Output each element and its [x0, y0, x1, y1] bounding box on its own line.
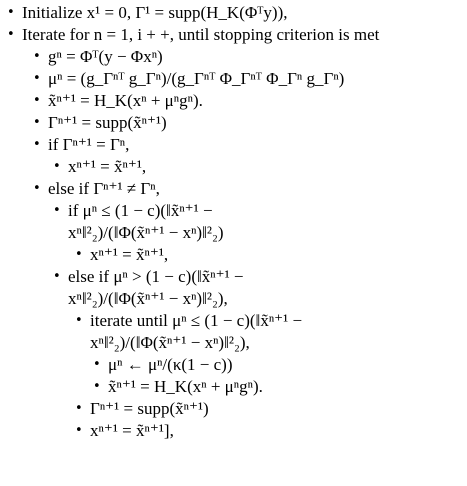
- step-rethreshold: [4, 376, 463, 398]
- step-text: xⁿ⁺¹ = x̃ⁿ⁺¹,: [90, 245, 169, 264]
- step-gradient: [4, 46, 463, 68]
- bullet: •: [33, 93, 41, 108]
- bullet: •: [75, 247, 83, 262]
- bullet: •: [33, 137, 41, 152]
- bullet: •: [93, 357, 101, 372]
- bullet: •: [33, 115, 41, 130]
- step-else-if-step-too-large: [4, 266, 463, 310]
- step-if-support-equal: [4, 134, 463, 156]
- step-update-support: [4, 398, 463, 420]
- step-text-line-1: if μⁿ ≤ (1 − c)(‖x̃ⁿ⁺¹ −: [68, 201, 213, 220]
- step-text: x̃ⁿ⁺¹ = H_K(xⁿ + μⁿgⁿ).: [48, 91, 203, 110]
- step-text-line-2: xⁿ‖²₂)/(‖Φ(x̃ⁿ⁺¹ − xⁿ)‖²₂),: [68, 289, 228, 308]
- step-text: Initialize x¹ = 0, Γ¹ = supp(H_K(Φᵀy)),: [22, 3, 288, 22]
- bullet: •: [75, 313, 83, 328]
- step-accept-update: [4, 156, 463, 178]
- bullet: •: [53, 159, 61, 174]
- step-text: μⁿ ← μⁿ/(κ(1 − c)): [108, 355, 233, 374]
- step-text: Iterate for n = 1, i + +, until stopping criterion is met: [22, 25, 380, 44]
- step-text: gⁿ = Φᵀ(y − Φxⁿ): [48, 47, 163, 66]
- step-if-step-ok: [4, 200, 463, 244]
- bullet: •: [93, 379, 101, 394]
- step-text-line-2: xⁿ‖²₂)/(‖Φ(x̃ⁿ⁺¹ − xⁿ)‖²₂): [68, 223, 224, 242]
- bullet: •: [75, 401, 83, 416]
- bullet: •: [53, 203, 61, 218]
- step-text: μⁿ = (g_Γⁿᵀ g_Γⁿ)/(g_Γⁿᵀ Φ_Γⁿᵀ Φ_Γⁿ g_Γⁿ): [48, 69, 345, 88]
- algorithm-list: [4, 2, 463, 442]
- bullet: •: [33, 71, 41, 86]
- step-else-if-support-changed: [4, 178, 463, 200]
- step-text-line-1: iterate until μⁿ ≤ (1 − c)(‖x̃ⁿ⁺¹ −: [90, 311, 303, 330]
- step-shrink-step-size: [4, 354, 463, 376]
- step-threshold: [4, 90, 463, 112]
- step-text: xⁿ⁺¹ = x̃ⁿ⁺¹],: [90, 421, 174, 440]
- bullet: •: [7, 5, 15, 20]
- step-text: Γⁿ⁺¹ = supp(x̃ⁿ⁺¹): [48, 113, 167, 132]
- step-iterate: [4, 24, 463, 46]
- step-text-line-2: xⁿ‖²₂)/(‖Φ(x̃ⁿ⁺¹ − xⁿ)‖²₂),: [90, 333, 250, 352]
- bullet: •: [7, 27, 15, 42]
- bullet: •: [33, 49, 41, 64]
- step-accept-update-2: [4, 244, 463, 266]
- step-initialize: [4, 2, 463, 24]
- step-final-update: [4, 420, 463, 442]
- step-text: else if Γⁿ⁺¹ ≠ Γⁿ,: [48, 179, 160, 198]
- step-support: [4, 112, 463, 134]
- bullet: •: [75, 423, 83, 438]
- step-text: if Γⁿ⁺¹ = Γⁿ,: [48, 135, 130, 154]
- step-text-line-1: else if μⁿ > (1 − c)(‖x̃ⁿ⁺¹ −: [68, 267, 244, 286]
- bullet: •: [33, 181, 41, 196]
- step-step-size: [4, 68, 463, 90]
- step-text: x̃ⁿ⁺¹ = H_K(xⁿ + μⁿgⁿ).: [108, 377, 263, 396]
- step-text: xⁿ⁺¹ = x̃ⁿ⁺¹,: [68, 157, 147, 176]
- step-iterate-until: [4, 310, 463, 354]
- bullet: •: [53, 269, 61, 284]
- step-text: Γⁿ⁺¹ = supp(x̃ⁿ⁺¹): [90, 399, 209, 418]
